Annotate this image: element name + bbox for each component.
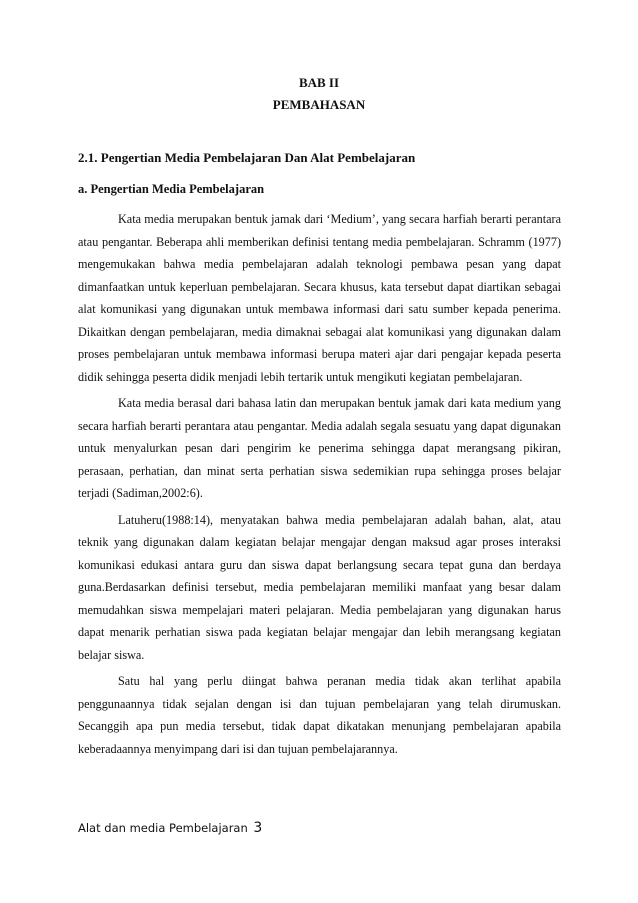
body-text <box>78 208 561 764</box>
paragraph: Kata media merupakan bentuk jamak dari ‘Medium’, yang secara harfiah berarti perantara atau pengantar. Beberapa ahli memberikan definisi tentang media pembelajaran. Schramm (1977) mengemukakan bahwa media pembelajaran adalah teknologi pembawa pesan yang dapat dimanfaatkan untuk keperluan pembelajaran. Secara khusus, kata tersebut dapat diartikan sebagai alat komunikasi yang digunakan untuk membawa informasi dari satu sumber kepada penerima. Dikaitkan dengan pembelajaran, media dimaknai sebagai alat komunikasi yang digunakan dalam proses pembelajaran untuk membawa informasi berupa materi ajar dari pengajar kepada peserta didik sehingga peserta didik menjadi lebih tertarik untuk mengikuti kegiatan pembelajaran. <box>78 212 561 384</box>
chapter-number: BAB II <box>298 75 340 90</box>
paragraph: Latuheru(1988:14), menyatakan bahwa media pembelajaran adalah bahan, alat, atau teknik yang digunakan dalam kegiatan belajar mengajar dengan maksud agar proses interaksi komunikasi edukasi antara guru dan siswa dapat berlangsung secara tepat guna dan berdaya guna.Berdasarkan definisi tersebut, media pembelajaran memiliki manfaat yang besar dalam memudahkan siswa mempelajari materi pelajaran. Media pembelajaran yang digunakan harus dapat menarik perhatian siswa pada kegiatan belajar mengajar dan lebih merangsang kegiatan belajar siswa. <box>78 512 561 662</box>
sub-heading: a. Pengertian Media Pembelajaran <box>78 182 265 196</box>
footer-title: Alat dan media Pembelajaran <box>78 821 248 835</box>
paragraph: Kata media berasal dari bahasa latin dan merupakan bentuk jamak dari kata medium yang secara harfiah berarti perantara atau pengantar. Media adalah segala sesuatu yang dapat digunakan untuk menyalurkan pesan dari pengirim ke penerima sehingga dapat merangsang pikiran, perasaan, perhatian, dan minat serta perhatian siswa sedemikian rupa sehingga proses belajar terjadi (Sadiman,2002:6). <box>78 396 561 500</box>
section-heading: 2.1. Pengertian Media Pembelajaran Dan Alat Pembelajaran <box>78 150 416 165</box>
paragraph: Satu hal yang perlu diingat bahwa peranan media tidak akan terlihat apabila penggunaannya tidak sejalan dengan isi dan tujuan pembelajaran yang telah dirumuskan. Secanggih apa pun media tersebut, tidak dapat dikatakan menunjang pembelajaran apabila keberadaannya menyimpang dari isi dan tujuan pembelajarannya. <box>78 674 561 756</box>
page-number: 3 <box>253 820 263 836</box>
chapter-title: PEMBAHASAN <box>272 97 366 112</box>
page-footer <box>78 820 262 836</box>
